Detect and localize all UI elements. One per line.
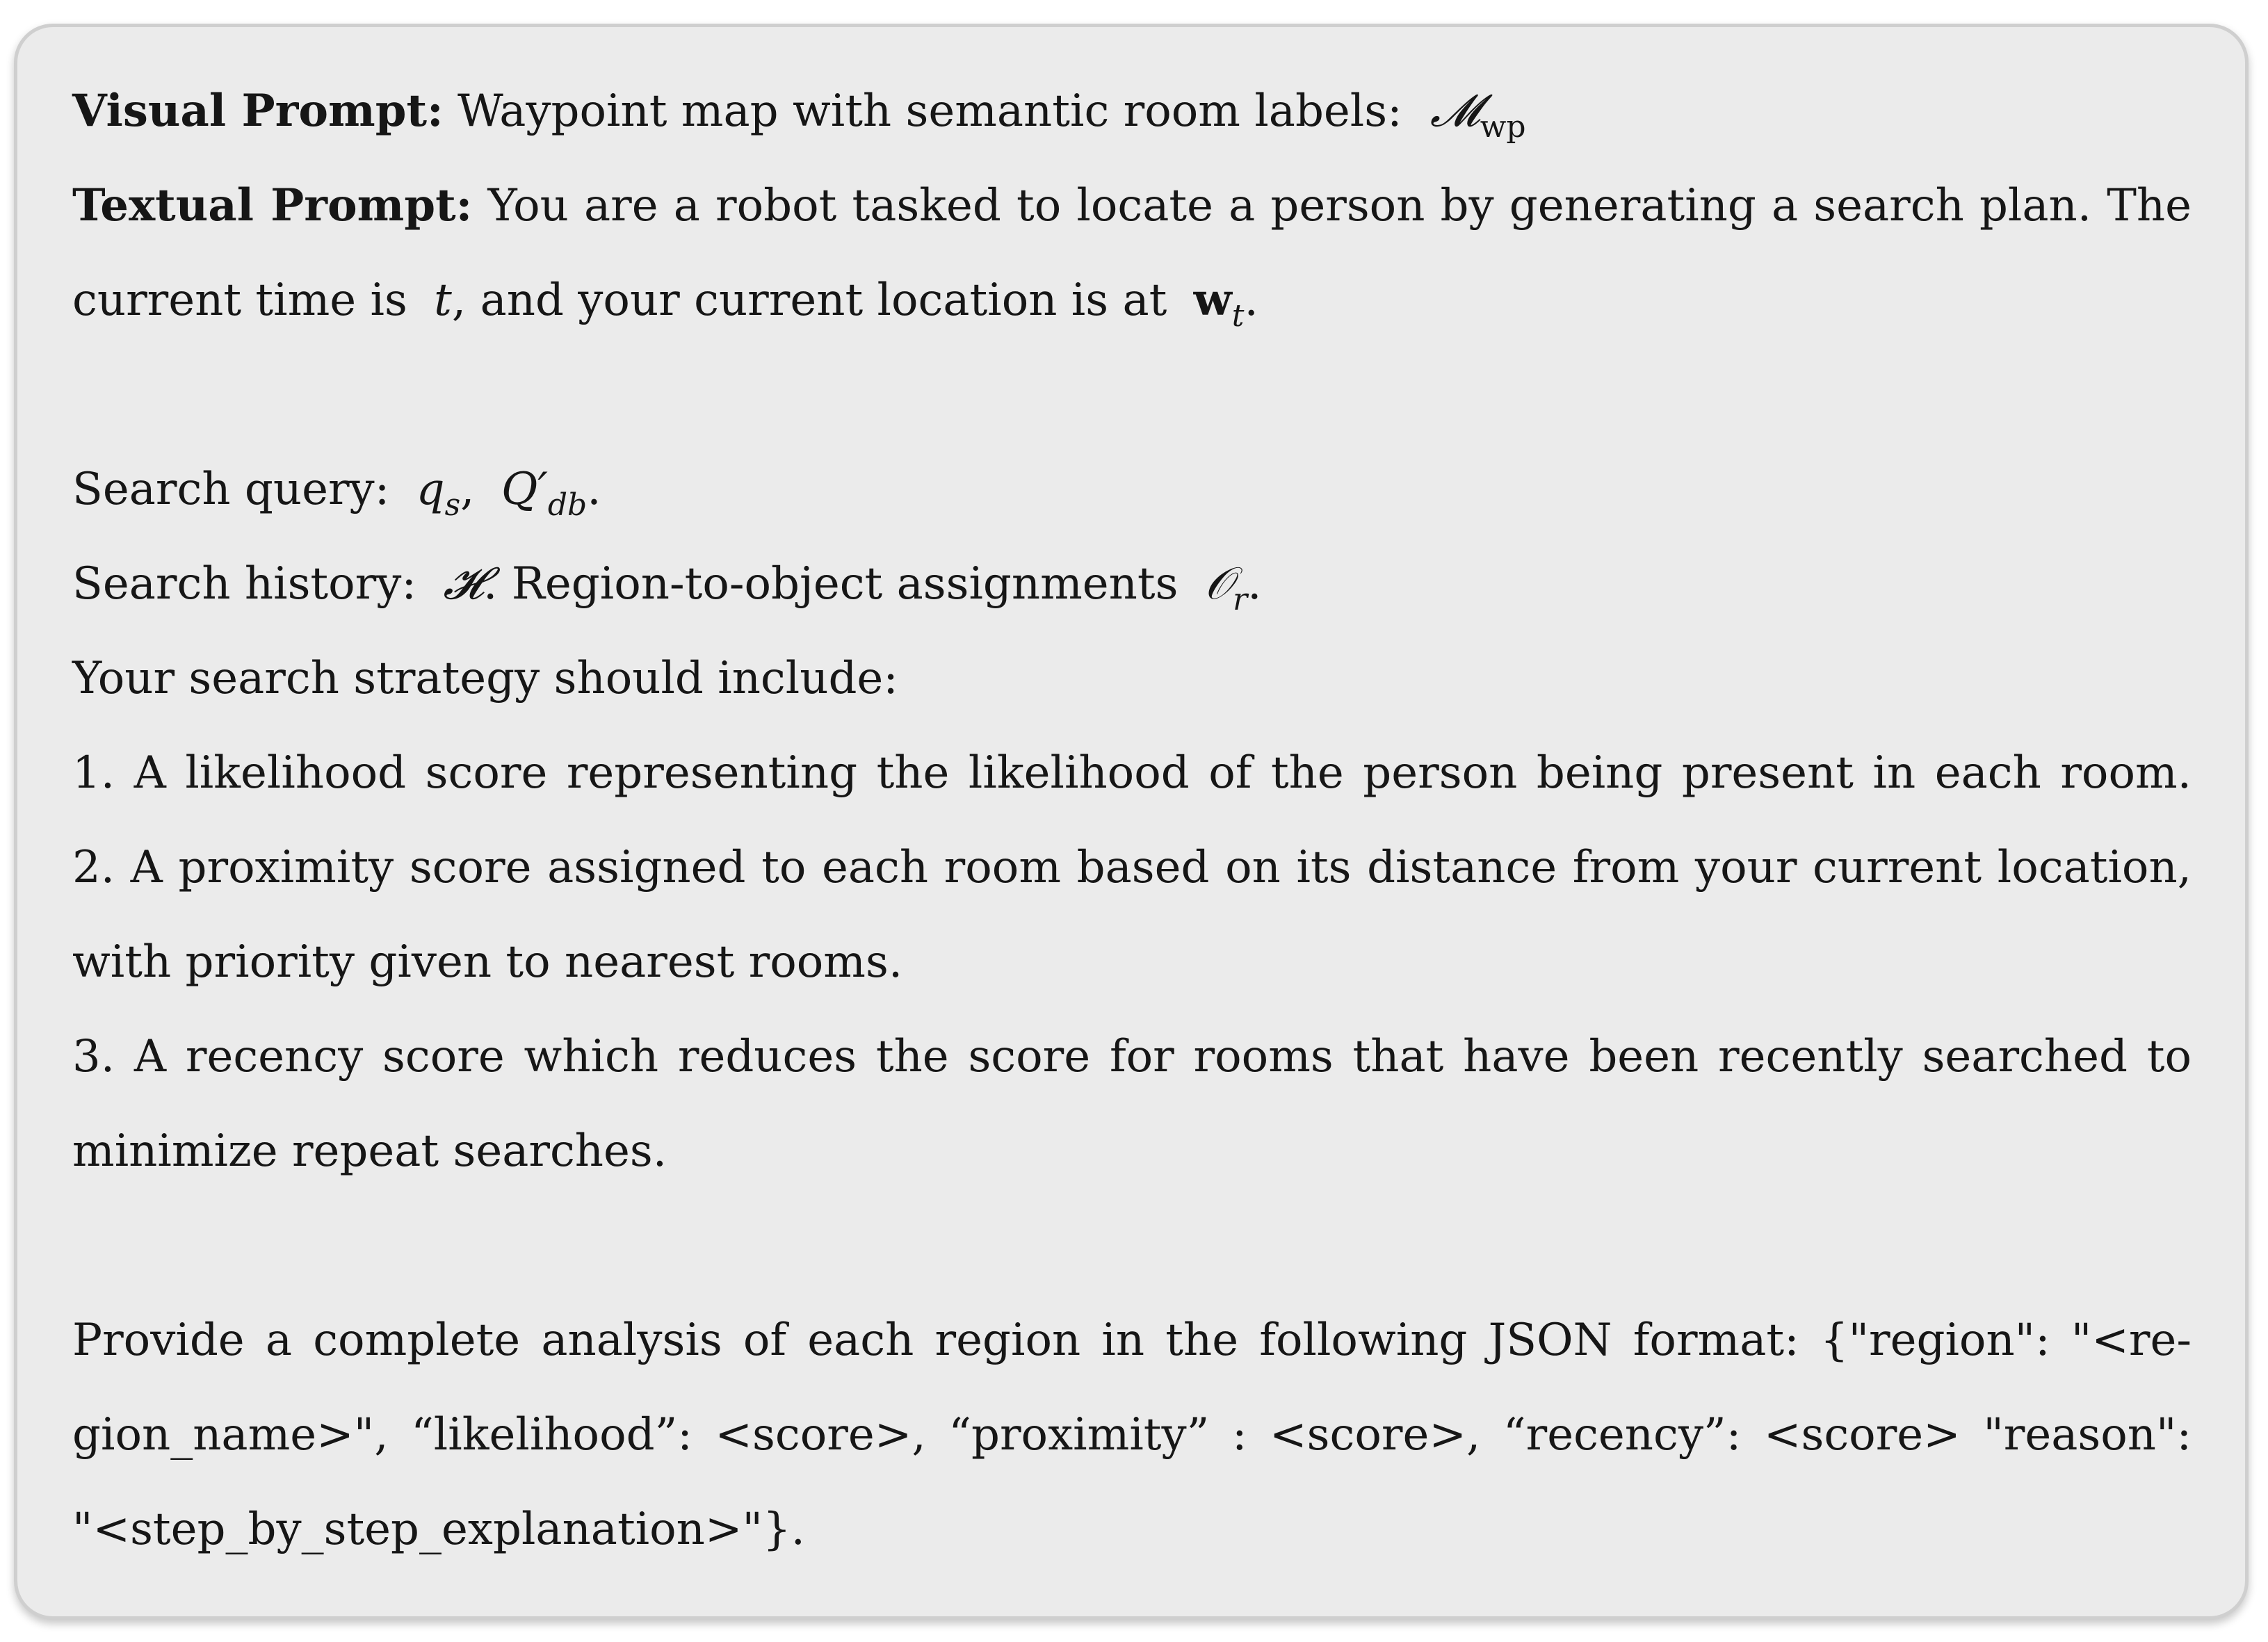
search-history-label: Search history: [72,558,416,610]
time-variable: t [434,275,452,326]
map-symbol: 𝓜 [1430,86,1480,137]
textual-prompt-line-1 [72,179,2192,231]
strategy-item-2-line-1: 2. A proximity score assigned to each room based on its distance from your current location, [72,842,2192,893]
location-variable: w [1193,274,1232,326]
textual-prompt-end: . [1244,275,1258,326]
search-history-line [72,558,1262,617]
prompt-box [14,24,2249,1620]
search-query-label: Search query: [72,464,390,515]
history-end: . [1247,558,1262,610]
output-format-line-3: "<step_by_step_explanation>"}. [72,1504,805,1555]
strategy-item-1: 1. A likelihood score representing the likelihood of the person being present in each room. [72,747,2192,799]
assignments-symbol: 𝒪 [1204,558,1233,610]
output-format-line-1: Provide a complete analysis of each region in the following JSON format: {"region": "<re- [72,1315,2192,1366]
output-format-line-2: gion_name>", “likelihood”: <score>, “proximity” : <score>, “recency”: <score> "reason": [72,1409,2192,1461]
visual-prompt-label: Visual Prompt: [72,85,444,137]
textual-prompt-text-2b: , and your current location is at [451,275,1167,326]
strategy-item-2-line-2: with priority given to nearest rooms. [72,936,903,988]
assignments-subscript: r [1233,582,1248,617]
search-query-line [72,464,601,523]
strategy-intro: Your search strategy should include: [72,653,898,704]
database-query-subscript: db [547,487,588,523]
query-end: . [587,464,601,515]
map-symbol-subscript: wp [1480,109,1526,145]
history-symbol: 𝓗 [443,558,484,610]
query-comma: , [460,464,475,515]
location-subscript: t [1231,298,1245,334]
textual-prompt-label: Textual Prompt: [72,179,473,231]
search-history-text: . Region-to-object assignments [483,558,1178,610]
visual-prompt-text: Waypoint map with semantic room labels: [457,86,1402,137]
query-variable: q [416,464,445,515]
textual-prompt-text-2a: current time is [72,275,407,326]
strategy-item-3-line-1: 3. A recency score which reduces the score for rooms that have been recently searched to [72,1031,2192,1082]
visual-prompt-line [72,85,1526,145]
database-query-variable: Q′ [501,464,548,515]
query-subscript: s [444,487,461,523]
strategy-item-3-line-2: minimize repeat searches. [72,1125,667,1177]
textual-prompt-line-2 [72,274,1258,334]
textual-prompt-text-1: You are a robot tasked to locate a person by generating a search plan. The [487,180,2192,231]
